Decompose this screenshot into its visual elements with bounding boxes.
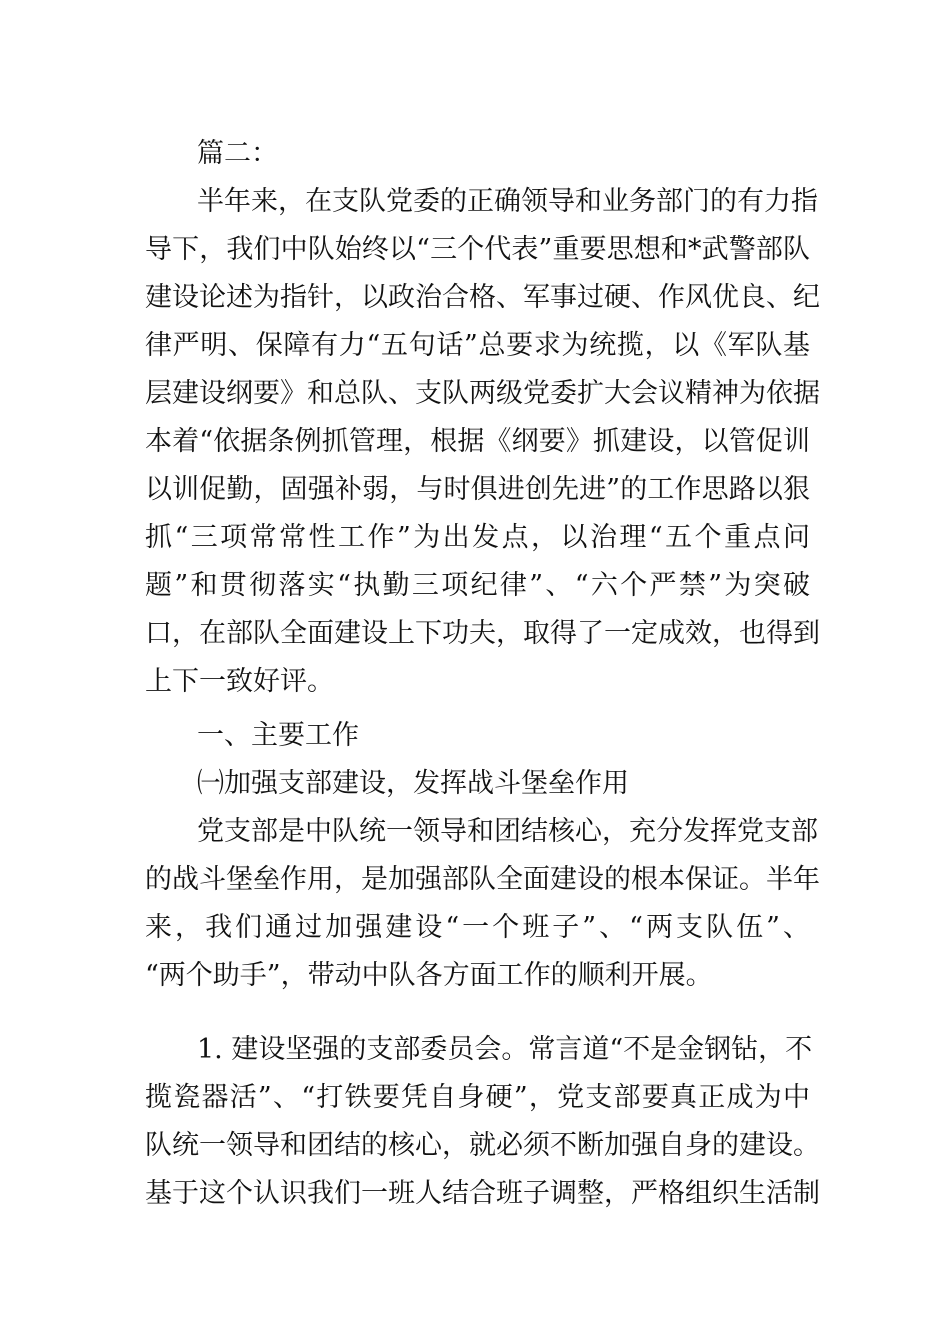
paragraph-line: 队统一领导和团结的核心，就必须不断加强自身的建设。 bbox=[145, 1130, 820, 1161]
paragraph-line: 建设论述为指针，以政治合格、军事过硬、作风优良、纪 bbox=[145, 282, 820, 313]
paragraph-line: 抓“三项常常性工作”为出发点，以治理“五个重点问 bbox=[145, 522, 810, 553]
paragraph-line: 以训促勤，固强补弱，与时俱进创先进”的工作思路以狠 bbox=[145, 474, 810, 505]
subsection-title: ㈠加强支部建设，发挥战斗堡垒作用 bbox=[197, 768, 629, 799]
section-title: 一、主要工作 bbox=[197, 720, 359, 751]
paragraph-line: 题”和贯彻落实“执勤三项纪律”、“六个严禁”为突破 bbox=[145, 570, 810, 601]
paragraph-line: 的战斗堡垒作用，是加强部队全面建设的根本保证。半年 bbox=[145, 864, 820, 895]
paragraph-line: 本着“依据条例抓管理，根据《纲要》抓建设，以管促训 bbox=[145, 426, 810, 457]
paragraph-line: 1. 建设坚强的支部委员会。常言道“不是金钢钻，不 bbox=[197, 1034, 813, 1065]
paragraph-line: 口，在部队全面建设上下功夫，取得了一定成效，也得到 bbox=[145, 618, 820, 649]
paragraph-line: 基于这个认识我们一班人结合班子调整，严格组织生活制 bbox=[145, 1178, 820, 1209]
paragraph-line: 层建设纲要》和总队、支队两级党委扩大会议精神为依据 bbox=[145, 378, 820, 409]
paragraph-line: 律严明、保障有力“五句话”总要求为统揽，以《军队基 bbox=[145, 330, 810, 361]
section-heading: 篇二： bbox=[197, 138, 278, 169]
paragraph-line: 揽瓷器活”、“打铁要凭自身硬”，党支部要真正成为中 bbox=[145, 1082, 810, 1113]
paragraph-line: 导下，我们中队始终以“三个代表”重要思想和*武警部队 bbox=[145, 234, 810, 265]
paragraph-line: 上下一致好评。 bbox=[145, 666, 334, 697]
paragraph-line: 来，我们通过加强建设“一个班子”、“两支队伍”、 bbox=[145, 912, 810, 943]
paragraph-line: “两个助手”，带动中队各方面工作的顺利开展。 bbox=[145, 960, 713, 991]
paragraph-line: 党支部是中队统一领导和团结核心，充分发挥党支部 bbox=[197, 816, 818, 847]
paragraph-line: 半年来，在支队党委的正确领导和业务部门的有力指 bbox=[197, 186, 818, 217]
